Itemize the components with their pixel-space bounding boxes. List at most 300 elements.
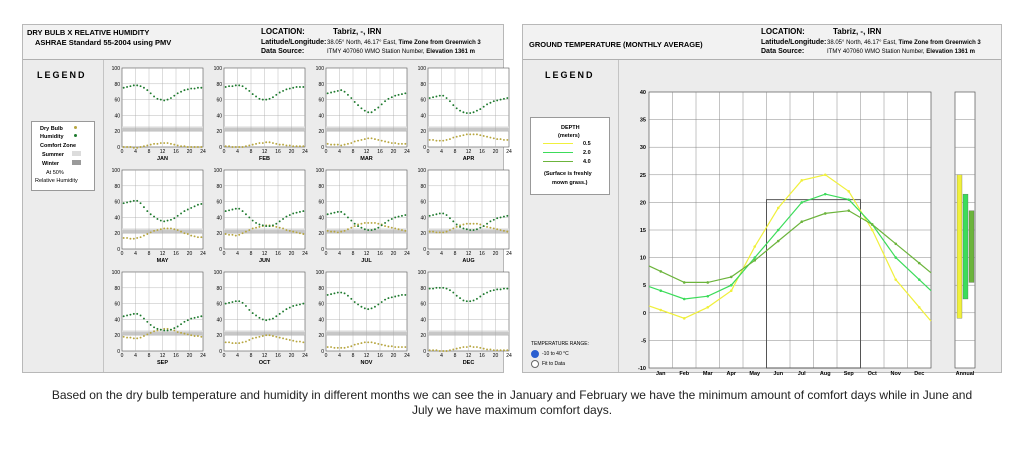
dry-bulb-point [123, 336, 125, 338]
humidity-point [255, 315, 257, 317]
dry-bulb-point [469, 133, 471, 135]
month-chart-apr [418, 66, 512, 162]
annual-label: Annual [955, 371, 975, 377]
dry-bulb-point [337, 144, 339, 146]
humidity-point [296, 304, 298, 306]
dry-bulb-point [340, 231, 342, 233]
dry-bulb-point [367, 222, 369, 224]
humidity-point [503, 288, 505, 290]
surface-note-1: (Surface is freshly [544, 171, 592, 177]
dry-bulb-point [265, 141, 267, 143]
dry-bulb-point [258, 336, 260, 338]
y-tick-label: 60 [216, 301, 222, 308]
humidity-point [394, 296, 396, 298]
dry-bulb-point [442, 140, 444, 142]
dry-bulb-point [252, 228, 254, 230]
y-tick-label: 0 [117, 145, 120, 151]
humidity-point [377, 303, 379, 305]
humidity-point [493, 289, 495, 291]
humidity-point [126, 86, 128, 88]
humidity-point [275, 223, 277, 225]
month-chart-mar [316, 66, 410, 162]
y-tick-label: 15 [639, 228, 646, 234]
depth-4-0-label: 4.0 [583, 159, 591, 165]
dry-bulb-point [163, 228, 165, 230]
humidity-point [265, 99, 267, 101]
humidity-point [503, 216, 505, 218]
x-tick-label: 24 [302, 149, 308, 155]
humidity-point [245, 305, 247, 307]
range-title: TEMPERATURE RANGE: [531, 341, 589, 347]
humidity-point [357, 225, 359, 227]
humidity-point [173, 95, 175, 97]
x-tick-label: 4 [134, 149, 137, 155]
humidity-point [357, 303, 359, 305]
humidity-point [401, 215, 403, 217]
x-tick-label: 4 [338, 251, 341, 257]
humidity-point [333, 212, 335, 214]
dry-bulb-point [344, 230, 346, 232]
y-tick-label: 20 [114, 231, 120, 238]
humidity-point [469, 300, 471, 302]
month-label: MAR [360, 156, 373, 162]
dry-bulb-point [357, 140, 359, 142]
humidity-point [282, 311, 284, 313]
humidity-point [493, 219, 495, 221]
humidity-point [473, 111, 475, 113]
humidity-point [242, 85, 244, 87]
dry-bulb-point [140, 146, 142, 148]
humidity-point [225, 303, 227, 305]
humidity-point [337, 211, 339, 213]
month-chart-feb [214, 66, 308, 162]
y-tick-label: 80 [318, 81, 324, 88]
dry-bulb-point [496, 138, 498, 140]
month-tick-label: Nov [890, 371, 901, 377]
humidity-point [456, 224, 458, 226]
depth-2-0-label: 2.0 [583, 150, 591, 156]
x-tick-label: 16 [479, 251, 485, 257]
y-tick-label: 60 [216, 199, 222, 206]
y-tick-label: 80 [318, 285, 324, 292]
series-point-4.0 [777, 240, 780, 243]
humidity-point [225, 210, 227, 212]
humidity-point [446, 97, 448, 99]
x-tick-label: 24 [506, 149, 512, 155]
summer-swatch [72, 151, 81, 156]
dry-bulb-point [398, 228, 400, 230]
right-legend-title: LEGEND [545, 70, 595, 80]
dry-bulb-point [364, 222, 366, 224]
dry-bulb-point [136, 147, 138, 149]
dry-bulb-point [337, 347, 339, 349]
humidity-point [235, 300, 237, 302]
humidity-point [429, 97, 431, 99]
dry-bulb-point [146, 333, 148, 335]
dry-bulb-point [177, 331, 179, 333]
dry-bulb-point [350, 227, 352, 229]
humidity-point [459, 297, 461, 299]
humidity-point [456, 295, 458, 297]
dry-bulb-point [255, 227, 257, 229]
latlong-label: Latitude/Longitude: [261, 39, 327, 46]
depth-4-0-line [543, 161, 573, 162]
range-option-fit[interactable]: Fit to Data [542, 361, 566, 367]
dry-bulb-point [374, 342, 376, 344]
right-timezone-text: Time Zone from Greenwich 3 [898, 40, 981, 46]
x-tick-label: 4 [236, 353, 239, 359]
x-tick-label: 20 [288, 149, 295, 155]
humidity-point [483, 225, 485, 227]
dry-bulb-point [167, 228, 169, 230]
dry-bulb-point [299, 145, 301, 147]
humidity-point [449, 100, 451, 102]
y-tick-label: 40 [318, 113, 324, 120]
humidity-point [140, 85, 142, 87]
humidity-point [442, 95, 444, 97]
dry-bulb-point [133, 147, 135, 149]
humidity-point [367, 308, 369, 310]
humidity-point [446, 214, 448, 216]
dry-bulb-point [275, 336, 277, 338]
left-legend-title: LEGEND [37, 70, 87, 80]
dry-bulb-point [446, 139, 448, 141]
humidity-point [143, 206, 145, 208]
right-latlong-text: 38.05° North, 46.17° East, [827, 40, 897, 46]
dry-bulb-point [143, 145, 145, 147]
humidity-point [354, 301, 356, 303]
dry-bulb-point [330, 346, 332, 348]
x-tick-label: 20 [390, 251, 397, 257]
humidity-point [173, 327, 175, 329]
dry-bulb-point [452, 137, 454, 139]
dry-bulb-point [446, 350, 448, 352]
dry-bulb-point [456, 226, 458, 228]
humidity-point [279, 92, 281, 94]
dry-bulb-point [486, 136, 488, 138]
y-tick-label: 60 [420, 199, 426, 206]
dry-bulb-point [140, 236, 142, 238]
x-tick-label: 4 [440, 251, 443, 257]
humidity-point [496, 99, 498, 101]
dry-bulb-point [473, 223, 475, 225]
y-tick-label: 100 [315, 168, 324, 174]
humidity-point [473, 299, 475, 301]
humidity-point [194, 88, 196, 90]
x-tick-label: 16 [173, 353, 179, 359]
y-tick-label: 0 [321, 145, 324, 151]
dry-bulb-point [466, 133, 468, 135]
dry-bulb-point [129, 146, 131, 148]
humidity-point [347, 295, 349, 297]
dry-bulb-point [327, 143, 329, 145]
dry-bulb-point [459, 135, 461, 137]
humidity-point [269, 98, 271, 100]
dry-bulb-point [493, 349, 495, 351]
y-tick-label: 20 [318, 333, 324, 340]
x-tick-label: 24 [200, 353, 206, 359]
surface-note-2: mown grass.) [552, 180, 588, 186]
dry-bulb-point [242, 146, 244, 148]
humidity-point [180, 213, 182, 215]
x-tick-label: 16 [275, 149, 281, 155]
dry-bulb-point [190, 235, 192, 237]
humidity-point [275, 94, 277, 96]
humidity-point [337, 90, 339, 92]
humidity-point [479, 108, 481, 110]
x-tick-label: 20 [288, 251, 295, 257]
y-tick-label: 40 [114, 215, 120, 222]
humidity-point [163, 330, 165, 332]
dry-bulb-point [275, 226, 277, 228]
humidity-point [235, 84, 237, 86]
humidity-point [146, 210, 148, 212]
dry-bulb-point [296, 341, 298, 343]
dry-bulb-point [248, 229, 250, 231]
humidity-point [200, 203, 202, 205]
dry-bulb-point [493, 228, 495, 230]
series-point-0.5 [777, 207, 780, 210]
humidity-point [391, 218, 393, 220]
month-tick-label: Dec [914, 371, 925, 377]
humidity-point [429, 288, 431, 290]
series-point-2.0 [753, 256, 756, 259]
x-tick-label: 8 [453, 251, 457, 257]
humidity-point [354, 101, 356, 103]
humidity-point [398, 216, 400, 218]
x-tick-label: 12 [159, 251, 166, 257]
humidity-marker [74, 134, 77, 137]
humidity-point [272, 224, 274, 226]
humidity-point [180, 91, 182, 93]
legend-note1: At 50% [46, 170, 64, 176]
dry-bulb-point [364, 341, 366, 343]
humidity-point [483, 106, 485, 108]
humidity-point [279, 220, 281, 222]
dry-bulb-point [371, 222, 373, 224]
humidity-point [150, 92, 152, 94]
humidity-point [432, 214, 434, 216]
dry-bulb-point [367, 137, 369, 139]
month-label: OCT [258, 360, 271, 366]
humidity-point [374, 109, 376, 111]
dry-bulb-point [150, 231, 152, 233]
dry-bulb-point [466, 223, 468, 225]
humidity-point [252, 312, 254, 314]
dry-bulb-point [129, 337, 131, 339]
series-point-4.0 [871, 223, 874, 226]
dry-bulb-point [459, 347, 461, 349]
y-tick-label: 60 [114, 301, 120, 308]
x-tick-label: 0 [222, 149, 226, 155]
month-tick-label: Mar [702, 371, 713, 377]
humidity-point [506, 288, 508, 290]
humidity-point [143, 87, 145, 89]
dry-bulb-point [476, 346, 478, 348]
dry-bulb-point [296, 145, 298, 147]
x-tick-label: 0 [120, 149, 124, 155]
dry-bulb-point [473, 346, 475, 348]
dry-bulb-point [503, 349, 505, 351]
dry-bulb-point [180, 332, 182, 334]
source-value [327, 48, 475, 56]
y-tick-label: 20 [318, 129, 324, 136]
y-tick-label: 80 [318, 183, 324, 190]
humidity-point [439, 213, 441, 215]
latlong-value [327, 39, 481, 47]
y-tick-label: 40 [216, 317, 222, 324]
humidity-point [459, 110, 461, 112]
y-tick-label: 0 [321, 247, 324, 253]
series-point-4.0 [918, 262, 921, 265]
humidity-point [228, 85, 230, 87]
humidity-point [327, 213, 329, 215]
dry-bulb-point [367, 341, 369, 343]
dry-bulb-point [344, 144, 346, 146]
y-tick-label: 0 [219, 145, 222, 151]
series-point-0.5 [871, 229, 874, 232]
dry-bulb-point [432, 349, 434, 351]
humidity-point [163, 99, 165, 101]
dry-bulb-point [452, 228, 454, 230]
x-tick-label: 24 [200, 251, 206, 257]
x-tick-label: 12 [465, 353, 472, 359]
month-label: MAY [156, 258, 169, 264]
humidity-point [371, 111, 373, 113]
source-label: Data Source: [261, 48, 305, 55]
left-title: DRY BULB X RELATIVE HUMIDITY [27, 28, 150, 37]
right-location-label: LOCATION: [761, 27, 805, 36]
source-text: ITMY 407060 WMO Station Number, [327, 49, 425, 55]
range-option-fixed[interactable]: -10 to 40 °C [542, 351, 569, 357]
dry-bulb-point [330, 144, 332, 146]
humidity-point [183, 210, 185, 212]
series-point-0.5 [730, 289, 733, 292]
humidity-point [285, 216, 287, 218]
dry-bulb-point [231, 234, 233, 236]
x-tick-label: 8 [453, 149, 457, 155]
x-tick-label: 16 [173, 251, 179, 257]
humidity-point [245, 213, 247, 215]
x-tick-label: 4 [338, 149, 341, 155]
y-tick-label: 60 [318, 97, 324, 104]
left-subtitle: ASHRAE Standard 55-2004 using PMV [35, 38, 172, 47]
month-chart-jun [214, 168, 308, 264]
humidity-point [153, 216, 155, 218]
humidity-point [360, 227, 362, 229]
dry-bulb-point [231, 342, 233, 344]
x-tick-label: 0 [120, 251, 124, 257]
dry-bulb-point [486, 226, 488, 228]
humidity-point [153, 95, 155, 97]
monthly-charts-grid [105, 60, 512, 372]
range-radio-fit[interactable] [531, 360, 539, 368]
x-tick-label: 4 [338, 353, 341, 359]
humidity-point [377, 227, 379, 229]
humidity-point [340, 292, 342, 294]
y-tick-label: 40 [639, 90, 646, 96]
dry-bulb-point [146, 233, 148, 235]
dry-bulb-point [180, 145, 182, 147]
y-tick-label: 100 [417, 168, 426, 174]
y-tick-label: 30 [639, 145, 646, 152]
humidity-point [282, 218, 284, 220]
month-label: JUN [258, 258, 271, 264]
y-tick-label: 40 [216, 113, 222, 120]
x-tick-label: 8 [351, 353, 355, 359]
dry-bulb-point [476, 133, 478, 135]
humidity-point [394, 95, 396, 97]
right-source-value [827, 48, 975, 56]
humidity-point [347, 216, 349, 218]
humidity-point [469, 229, 471, 231]
humidity-point [129, 201, 131, 203]
series-point-0.5 [683, 317, 686, 320]
y-tick-label: 20 [216, 231, 222, 238]
humidity-point [506, 97, 508, 99]
dry-bulb-point [486, 348, 488, 350]
x-tick-label: 12 [261, 251, 268, 257]
month-tick-label: Aug [819, 371, 831, 377]
humidity-point [292, 305, 294, 307]
month-tick-label: Sep [843, 371, 854, 377]
x-tick-label: 4 [134, 353, 137, 359]
humidity-point [197, 316, 199, 318]
dry-bulb-point [347, 228, 349, 230]
humidity-point [344, 91, 346, 93]
dry-bulb-point [282, 337, 284, 339]
x-tick-label: 16 [479, 353, 485, 359]
x-tick-label: 24 [506, 251, 512, 257]
month-tick-label: May [749, 371, 761, 377]
humidity-point [496, 288, 498, 290]
dry-bulb-point [377, 343, 379, 345]
dry-bulb-point [394, 142, 396, 144]
y-tick-label: 20 [420, 231, 426, 238]
dry-bulb-point [194, 146, 196, 148]
dry-bulb-point [197, 146, 199, 148]
y-tick-label: 40 [114, 317, 120, 324]
humidity-point [180, 323, 182, 325]
y-tick-label: 40 [216, 215, 222, 222]
dry-bulb-point [150, 144, 152, 146]
dry-bulb-point [489, 348, 491, 350]
series-point-2.0 [824, 193, 827, 196]
dry-bulb-point [194, 335, 196, 337]
dry-bulb-point [279, 227, 281, 229]
range-radio-fixed[interactable] [531, 350, 539, 358]
dry-bulb-point [452, 348, 454, 350]
humidity-point [476, 298, 478, 300]
humidity-point [374, 228, 376, 230]
dry-bulb-point [262, 142, 264, 144]
y-tick-label: 20 [318, 231, 324, 238]
dry-bulb-point [126, 146, 128, 148]
humidity-point [133, 200, 135, 202]
month-label: DEC [462, 360, 475, 366]
dry-bulb-point [466, 346, 468, 348]
humidity-point [272, 318, 274, 320]
y-tick-label: 60 [420, 301, 426, 308]
humidity-point [156, 328, 158, 330]
y-tick-label: 0 [423, 145, 426, 151]
x-tick-label: 0 [426, 149, 430, 155]
x-tick-label: 20 [186, 353, 193, 359]
humidity-point [187, 88, 189, 90]
dry-bulb-point [506, 139, 508, 141]
humidity-point [503, 98, 505, 100]
y-tick-label: 100 [213, 66, 222, 72]
